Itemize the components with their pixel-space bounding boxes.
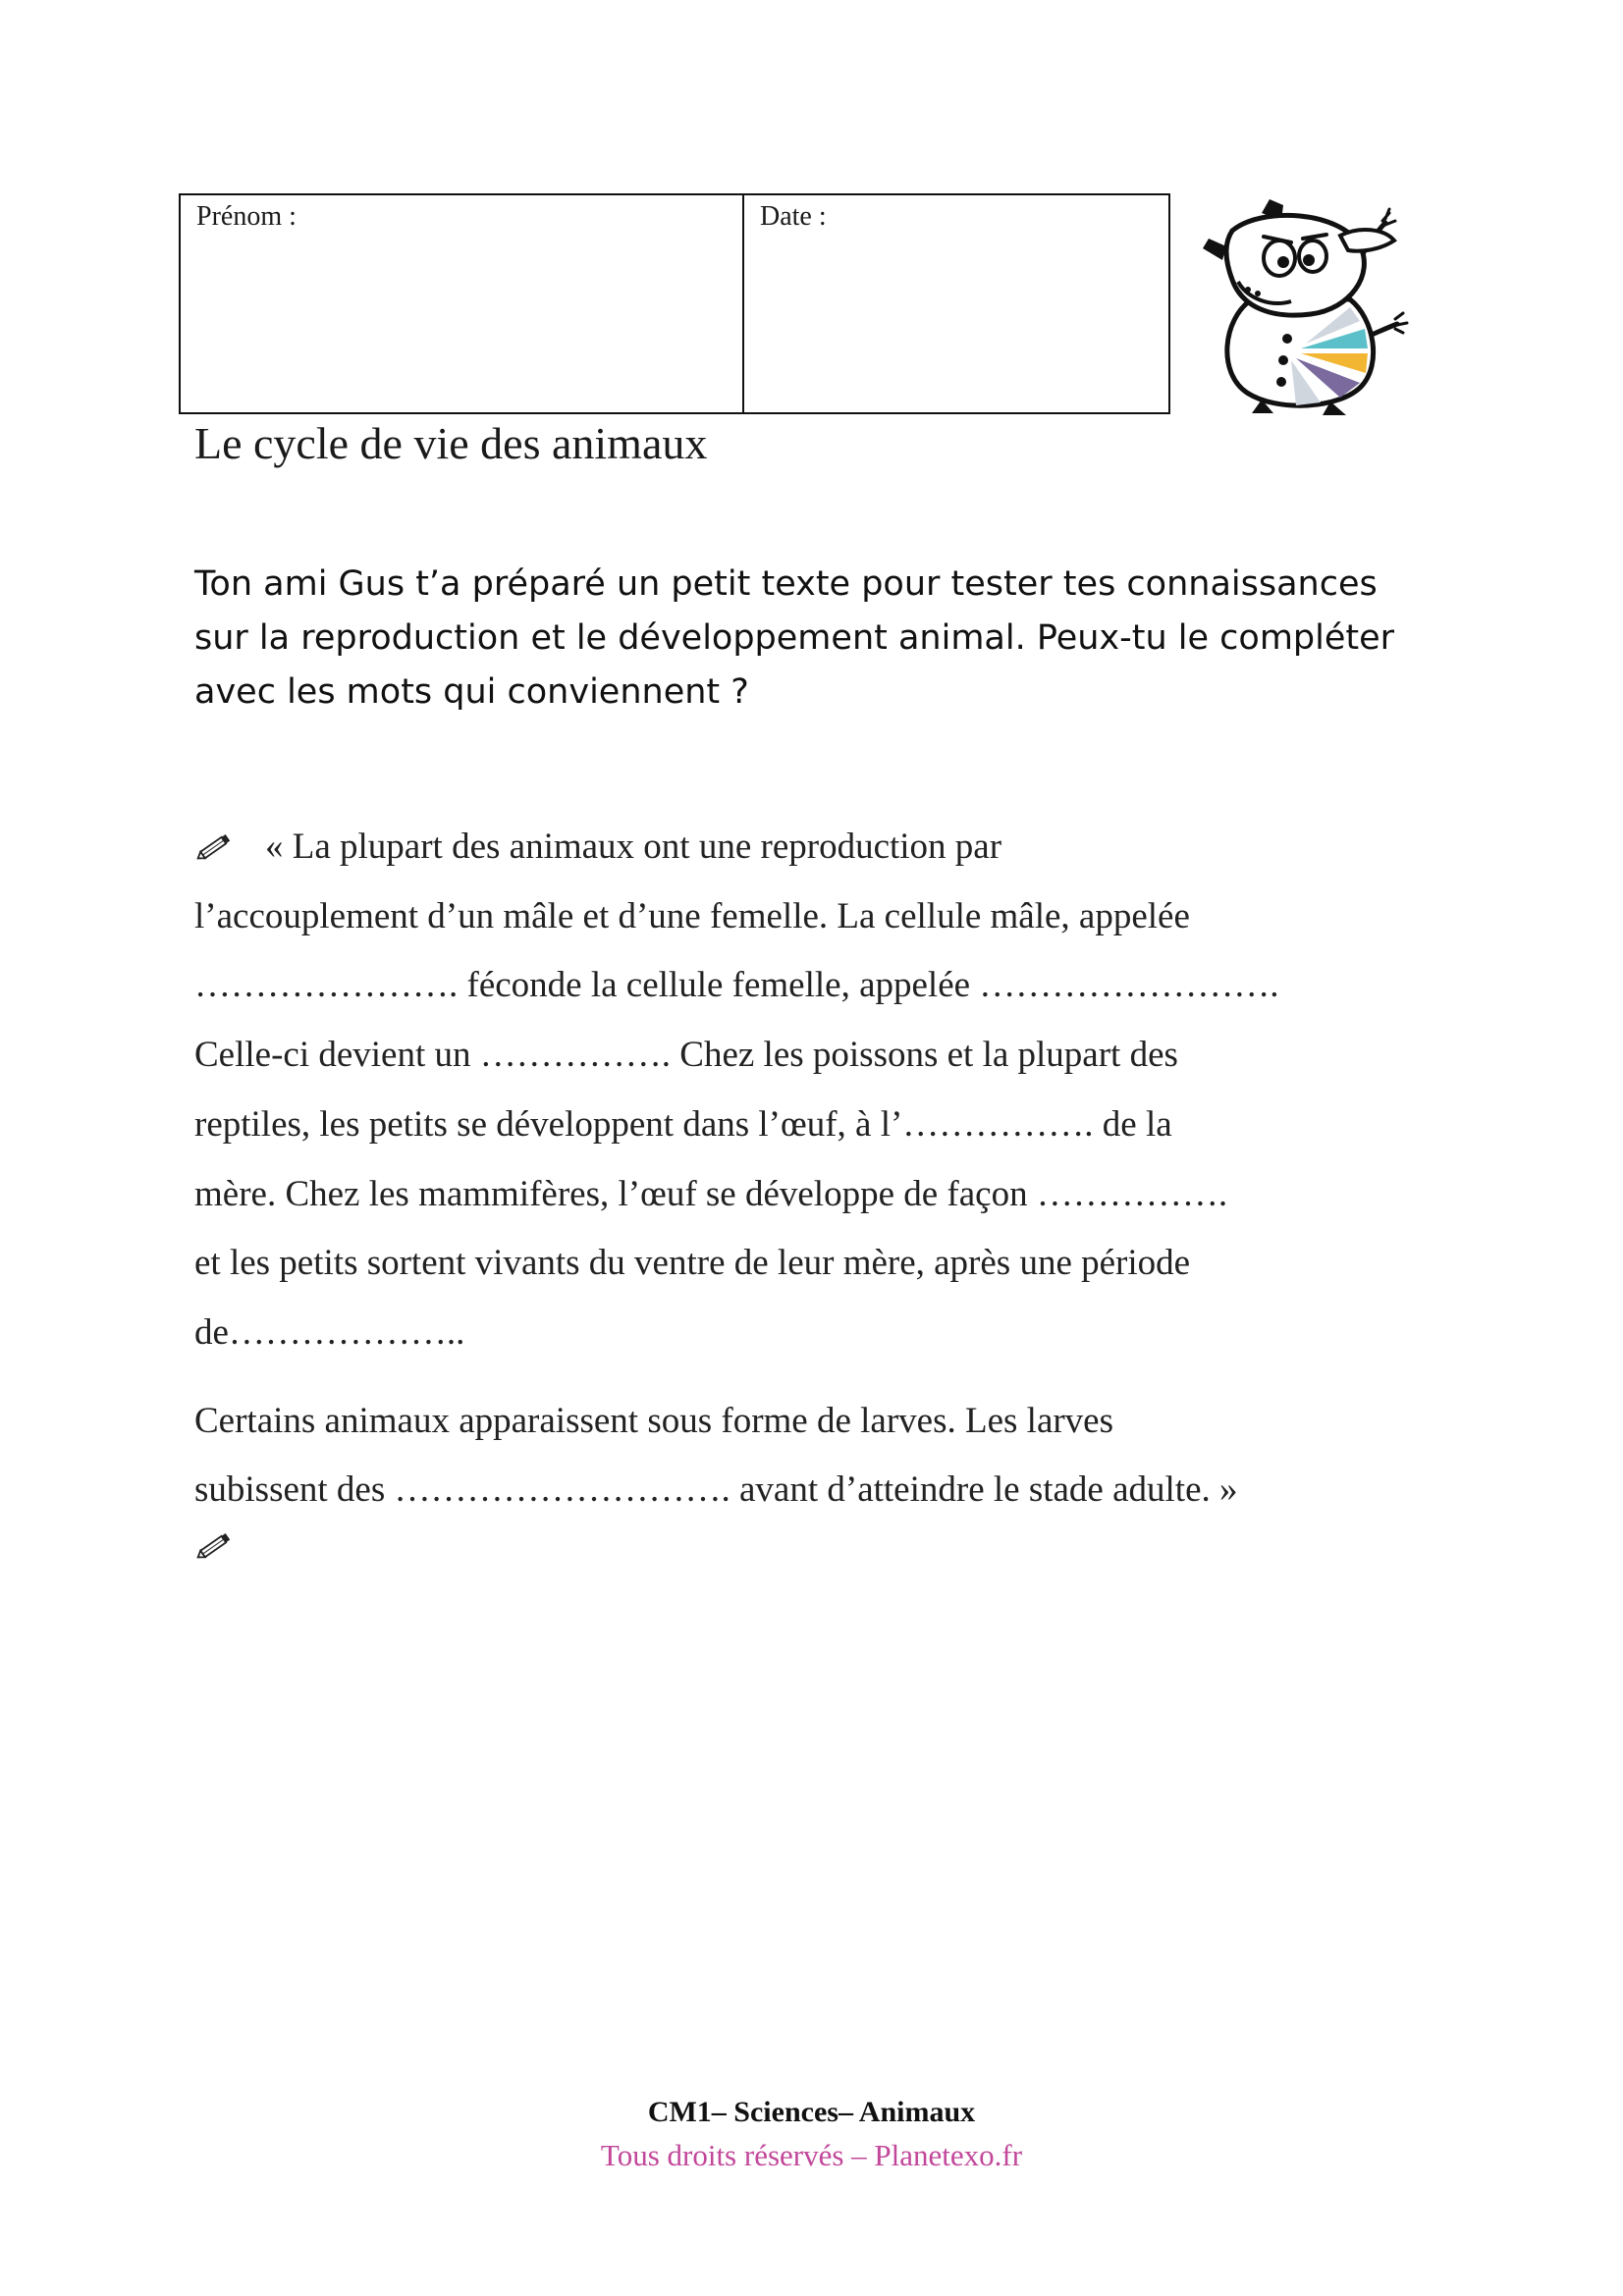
intro-line: Ton ami Gus t’a préparé un petit texte pour tester tes connaissances [194,564,1378,604]
exercise-line: mère. Chez les mammifères, l’œuf se développe de façon ……………. [194,1173,1228,1214]
footer-copyright: Tous droits réservés – Planetexo.fr [600,2138,1023,2172]
first-name-label: Prénom : [196,201,297,232]
footer-course-label: CM1– Sciences– Animaux [647,2096,976,2128]
exercise-paragraph-2 [194,1387,1490,1524]
intro-text [194,558,1471,720]
exercise-paragraph-1 [194,813,1490,1368]
date-field[interactable] [744,195,1168,412]
sheep-mascot-icon [1193,191,1419,417]
exercise-line: reptiles, les petits se développent dans l’œuf, à l’……………. de la [194,1103,1172,1145]
exercise-line: de……………….. [194,1311,465,1353]
exercise-line: « La plupart des animaux ont une reproduction par [194,813,1490,882]
exercise-line: Certains animaux apparaissent sous forme de larves. Les larves [194,1401,1114,1441]
pencil-icon [194,1531,234,1561]
exercise-line: et les petits sortent vivants du ventre de leur mère, après une période [194,1243,1191,1284]
exercise-line: l’accouplement d’un mâle et d’une femelle. La cellule mâle, appelée [194,895,1190,936]
page-title: Le cycle de vie des animaux [194,418,708,468]
exercise-line: subissent des ………………………. avant d’atteindre le stade adulte. » [194,1469,1238,1510]
intro-line: avec les mots qui conviennent ? [194,672,749,712]
student-info-box [179,193,1170,414]
pencil-icon [194,832,234,862]
date-label: Date : [760,201,827,232]
intro-line: sur la reproduction et le développement animal. Peux-tu le compléter [194,618,1395,658]
first-name-field[interactable] [181,195,744,412]
exercise-line: Celle-ci devient un ……………. Chez les poissons et la plupart des [194,1035,1178,1076]
exercise-line: …………………. féconde la cellule femelle, appelée ……………………. [194,965,1279,1006]
